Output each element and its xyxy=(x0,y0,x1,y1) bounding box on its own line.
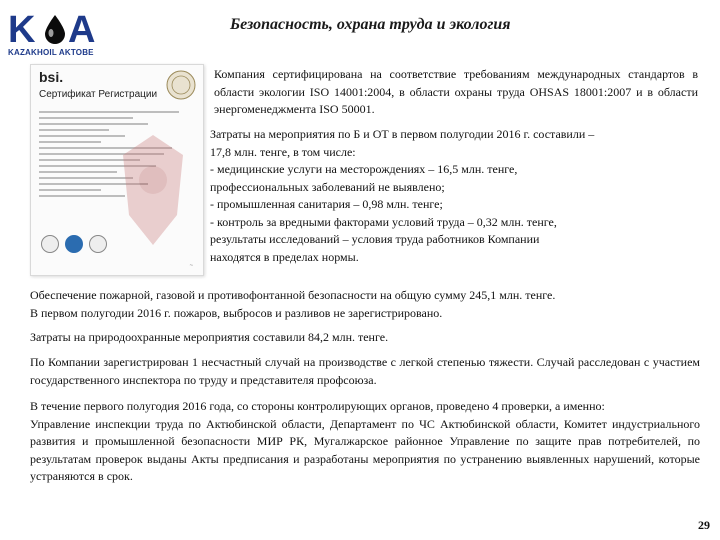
text-line: В первом полугодии 2016 г. пожаров, выбросов и разливов не зарегистрировано. xyxy=(30,305,443,320)
text-line: Затраты на мероприятия по Б и ОТ в первом полугодии 2016 г. составили – xyxy=(210,127,595,141)
text-line: - медицинские услуги на месторождениях – 16,5 млн. тенге, xyxy=(210,162,518,176)
page-number: 29 xyxy=(698,518,710,532)
inspections-body: Управление инспекции труда по Актюбинской области, Департамент по ЧС Актюбинской области, Комитет индустриального развития и промышленной безопасности МИР РК, Мугалжарское районное Управление по защите прав потребителей, по результатам проверок выданы Акты предписания и разработаны мероприятия по устранению выявленных нарушений, которые устраняются в срок. xyxy=(30,416,700,483)
svg-text:A: A xyxy=(68,9,96,48)
text-line: - контроль за вредными факторами условий труда – 0,32 млн. тенге, xyxy=(210,214,557,229)
svg-text:K: K xyxy=(8,9,36,48)
text-line: - промышленная санитария – 0,98 млн. тенге; xyxy=(210,197,443,211)
company-logo xyxy=(8,8,108,58)
cert-logos xyxy=(41,235,193,253)
safety-costs-block xyxy=(210,126,690,266)
seal-icon xyxy=(165,69,197,101)
accident-text: По Компании зарегистрирован 1 несчастный случай на производстве с легкой степенью тяжести. Случай расследован с участием государственного инспектора по труду и представителя профсоюза. xyxy=(30,355,700,387)
text-line: находятся в пределах нормы. xyxy=(210,249,359,264)
fire-safety-block xyxy=(30,287,700,322)
inspections-block xyxy=(30,398,700,486)
environmental-costs-text: Затраты на природоохранные мероприятия составили 84,2 млн. тенге. xyxy=(30,330,389,344)
text-line: 17,8 млн. тенге, в том числе: xyxy=(210,144,356,159)
cert-heading: Сертификат Регистрации xyxy=(39,89,158,100)
page-title: Безопасность, охрана труда и экология xyxy=(230,16,511,33)
iso-certification-text: Компания сертифицирована на соответствие требованиям международных стандартов в области экологии ISO 14001:2004, в области охраны труда OHSAS 18001:2007 и в области энергоменеджмента ISO 50001. xyxy=(214,67,698,116)
cert-signature: ~ xyxy=(189,263,193,269)
text-line: профессиональных заболеваний не выявлено; xyxy=(210,179,445,194)
logo-subtitle: KAZAKHOIL AKTOBE xyxy=(8,48,94,57)
certificate-image xyxy=(30,64,204,276)
logo-mark xyxy=(8,8,108,48)
inspections-intro: В течение первого полугодия 2016 года, со стороны контролирующих органов, проведено 4 проверки, а именно: xyxy=(30,399,605,413)
cert-brand: bsi. xyxy=(39,69,64,85)
text-line: Обеспечение пожарной, газовой и противофонтанной безопасности на общую сумму 245,1 млн. тенге. xyxy=(30,288,556,302)
text-line: результаты исследований – условия труда работников Компании xyxy=(210,232,540,246)
